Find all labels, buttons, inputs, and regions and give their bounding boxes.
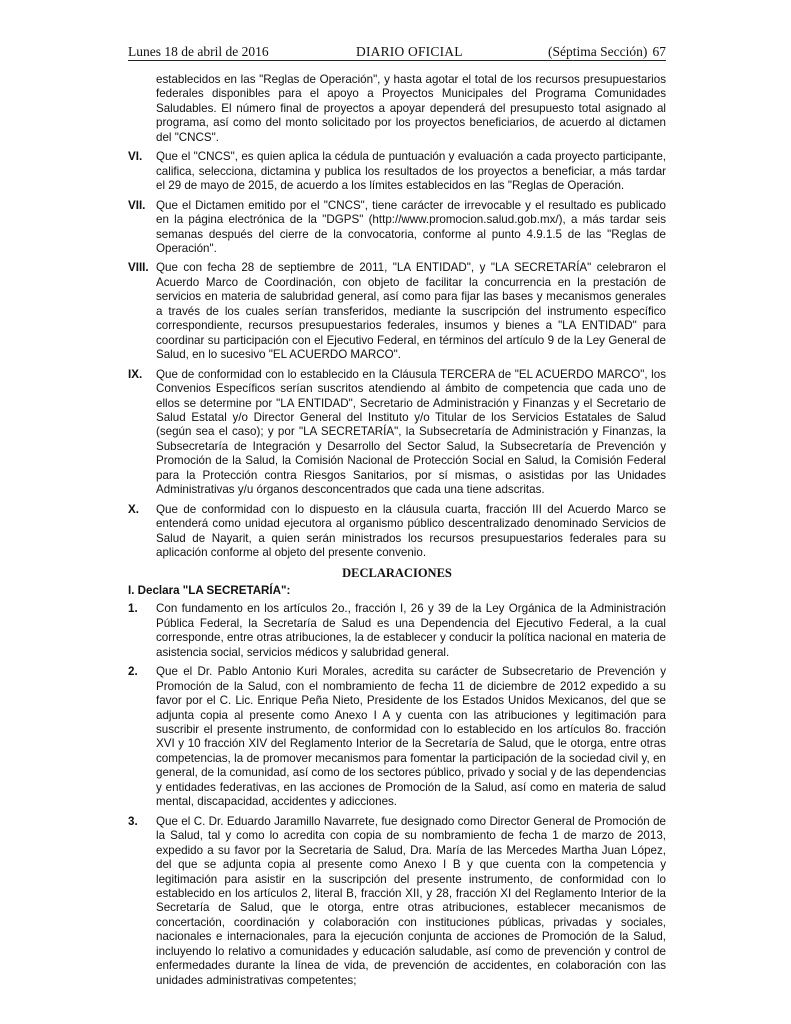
antecedent-text: Que el Dictamen emitido por el "CNCS", tiene carácter de irrevocable y el resultado es publicado en la página electrónica de la "DGPS" (http://www.promocion.salud.gob.mx/), a más tardar seis semanas después del cierre de la convocatoria, conforme al punto 4.9.1.5 de las "Reglas de Operación". — [156, 198, 666, 255]
declaration-item — [128, 815, 666, 988]
antecedent-number: VII. — [128, 198, 146, 212]
antecedent-number: VI. — [128, 150, 143, 164]
antecedent-number: IX. — [128, 367, 143, 381]
antecedent-number: X. — [128, 502, 139, 516]
continued-paragraph: establecidos en las "Reglas de Operación", y hasta agotar el total de los recursos presupuestarios federales disponibles para el apoyo a Proyectos Municipales del Programa Comunidades Saludables. El número final de proyectos a apoyar dependerá del presupuesto total asignado al programa, así como del monto solicitado por los proyectos beneficiarios, de acuerdo al dictamen del "CNCS". — [156, 73, 666, 144]
antecedent-item — [128, 261, 666, 362]
declaration-number: 2. — [128, 665, 138, 679]
antecedent-item — [128, 199, 666, 257]
document-body — [128, 73, 666, 993]
declaration-item — [128, 602, 666, 660]
antecedent-item — [128, 503, 666, 561]
declaration-number: 3. — [128, 814, 138, 828]
section-title: DECLARACIONES — [342, 565, 452, 580]
declaration-text: Con fundamento en los artículos 2o., fracción I, 26 y 39 de la Ley Orgánica de la Administración Pública Federal, la Secretaría de Salud es una Dependencia del Ejecutivo Federal, a la cual corresponde, entre otras atribuciones, la de establecer y conducir la política nacional en materia de asistencia social, servicios médicos y salubridad general. — [156, 602, 666, 659]
antecedent-number: VIII. — [128, 261, 149, 275]
antecedent-text: Que el "CNCS", es quien aplica la cédula de puntuación y evaluación a cada proyecto participante, califica, selecciona, dictamina y publica los resultados de los proyectos a beneficiar, a más tardar el 29 de mayo de 2015, de acuerdo a los límites establecidos en las "Reglas de Operación. — [156, 150, 666, 193]
declaration-text: Que el Dr. Pablo Antonio Kuri Morales, acredita su carácter de Subsecretario de Prevención y Promoción de la Salud, con el nombramiento de fecha 11 de diciembre de 2012 expedido a su favor por el C. Lic. Enrique Peña Nieto, Presidente de los Estados Unidos Mexicanos, del que se adjunta copia al presente como Anexo I A y cuenta con las atribuciones y legitimación para suscribir el presente instrumento, de conformidad con lo establecido en los artículos 8o. fracción XVI y 10 fracción XIV del Reglamento Interior de la Secretaría de Salud, que le otorga, entre otras competencias, la de promover mecanismos para fomentar la participación de la sociedad civil y, en general, de la comunidad, así como de los sectores público, privado y social y de las dependencias y entidades federativas, en las acciones de Promoción de la Salud, así como en materia de salud mental, discapacidad, accidentes y adicciones. — [156, 665, 666, 809]
antecedent-text: Que con fecha 28 de septiembre de 2011, "LA ENTIDAD", y "LA SECRETARÍA" celebraron el Acuerdo Marco de Coordinación, con objeto de facilitar la concurrencia en la prestación de servicios en materia de salubridad general, así como para fijar las bases y mecanismos generales a través de los cuales serían transferidos, mediante la suscripción del instrumento específico correspondiente, recursos presupuestarios federales, insumos y bienes a "LA ENTIDAD" para coordinar su participación con el Ejecutivo Federal, en términos del artículo 9 de la Ley General de Salud, en lo sucesivo "EL ACUERDO MARCO". — [156, 261, 666, 362]
header-publication-title: DIARIO OFICIAL — [356, 44, 463, 59]
declaration-heading: I. Declara "LA SECRETARÍA": — [128, 583, 291, 597]
antecedent-item — [128, 368, 666, 498]
declaration-text: Que el C. Dr. Eduardo Jaramillo Navarrete, fue designado como Director General de Promoción de la Salud, tal y como lo acredita con copia de su nombramiento de fecha 1 de marzo de 2013, expedido a su favor por la Secretaria de Salud, Dra. María de las Mercedes Martha Juan López, del que se adjunta copia al presente como Anexo I B y que cuenta con la competencia y legitimación para asistir en la suscripción del presente instrumento, de conformidad con lo establecido en los artículos 2, literal B, fracción XII, y 28, fracción XI del Reglamento Interior de la Secretaría de Salud, que le otorga, entre otras atribuciones, establecer mecanismos de concertación, coordinación y colaboración con instituciones públicas, privadas y sociales, nacionales e internacionales, para la ejecución conjunta de acciones de Promoción de la Salud, incluyendo lo relativo a comunidades y educación saludable, así como de prevención y control de enfermedades durante la línea de vida, de prevención de accidentes, en colaboración con las unidades administrativas competentes; — [156, 814, 666, 987]
antecedent-text: Que de conformidad con lo dispuesto en la cláusula cuarta, fracción III del Acuerdo Marco se entenderá como unidad ejecutora al organismo público descentralizado denominado Servicios de Salud de Nayarit, a quien serán ministrados los recursos presupuestarios federales para su aplicación conforme al objeto del presente convenio. — [156, 502, 666, 560]
header-date: Lunes 18 de abril de 2016 — [128, 44, 269, 59]
antecedent-item — [128, 150, 666, 193]
antecedent-text: Que de conformidad con lo establecido en la Cláusula TERCERA de "EL ACUERDO MARCO", los Convenios Específicos serían suscritos atendiendo al ámbito de competencia que cada uno de ellos se determine por "LA ENTIDAD", Secretario de Administración y Finanzas y el Secretario de Salud Estatal y/o Director General del Instituto y/o Titular de los Servicios Estatales de Salud (según sea el caso); y por "LA SECRETARÍA", la Subsecretaría de Administración y Finanzas, la Subsecretaría de Integración y Desarrollo del Sector Salud, la Subsecretaría de Prevención y Promoción de la Salud, la Comisión Nacional de Protección Social en Salud, la Comisión Federal para la Protección contra Riesgos Sanitarios, por sí mismas, o asistidas por las Unidades Administrativas y/u órganos desconcentrados que cada una tiene adscritas. — [156, 367, 666, 497]
declaration-number: 1. — [128, 602, 138, 616]
declaration-item — [128, 665, 666, 810]
header-section: (Séptima Sección) — [548, 44, 648, 59]
header-page-number: 67 — [652, 44, 666, 59]
running-header — [128, 44, 666, 61]
